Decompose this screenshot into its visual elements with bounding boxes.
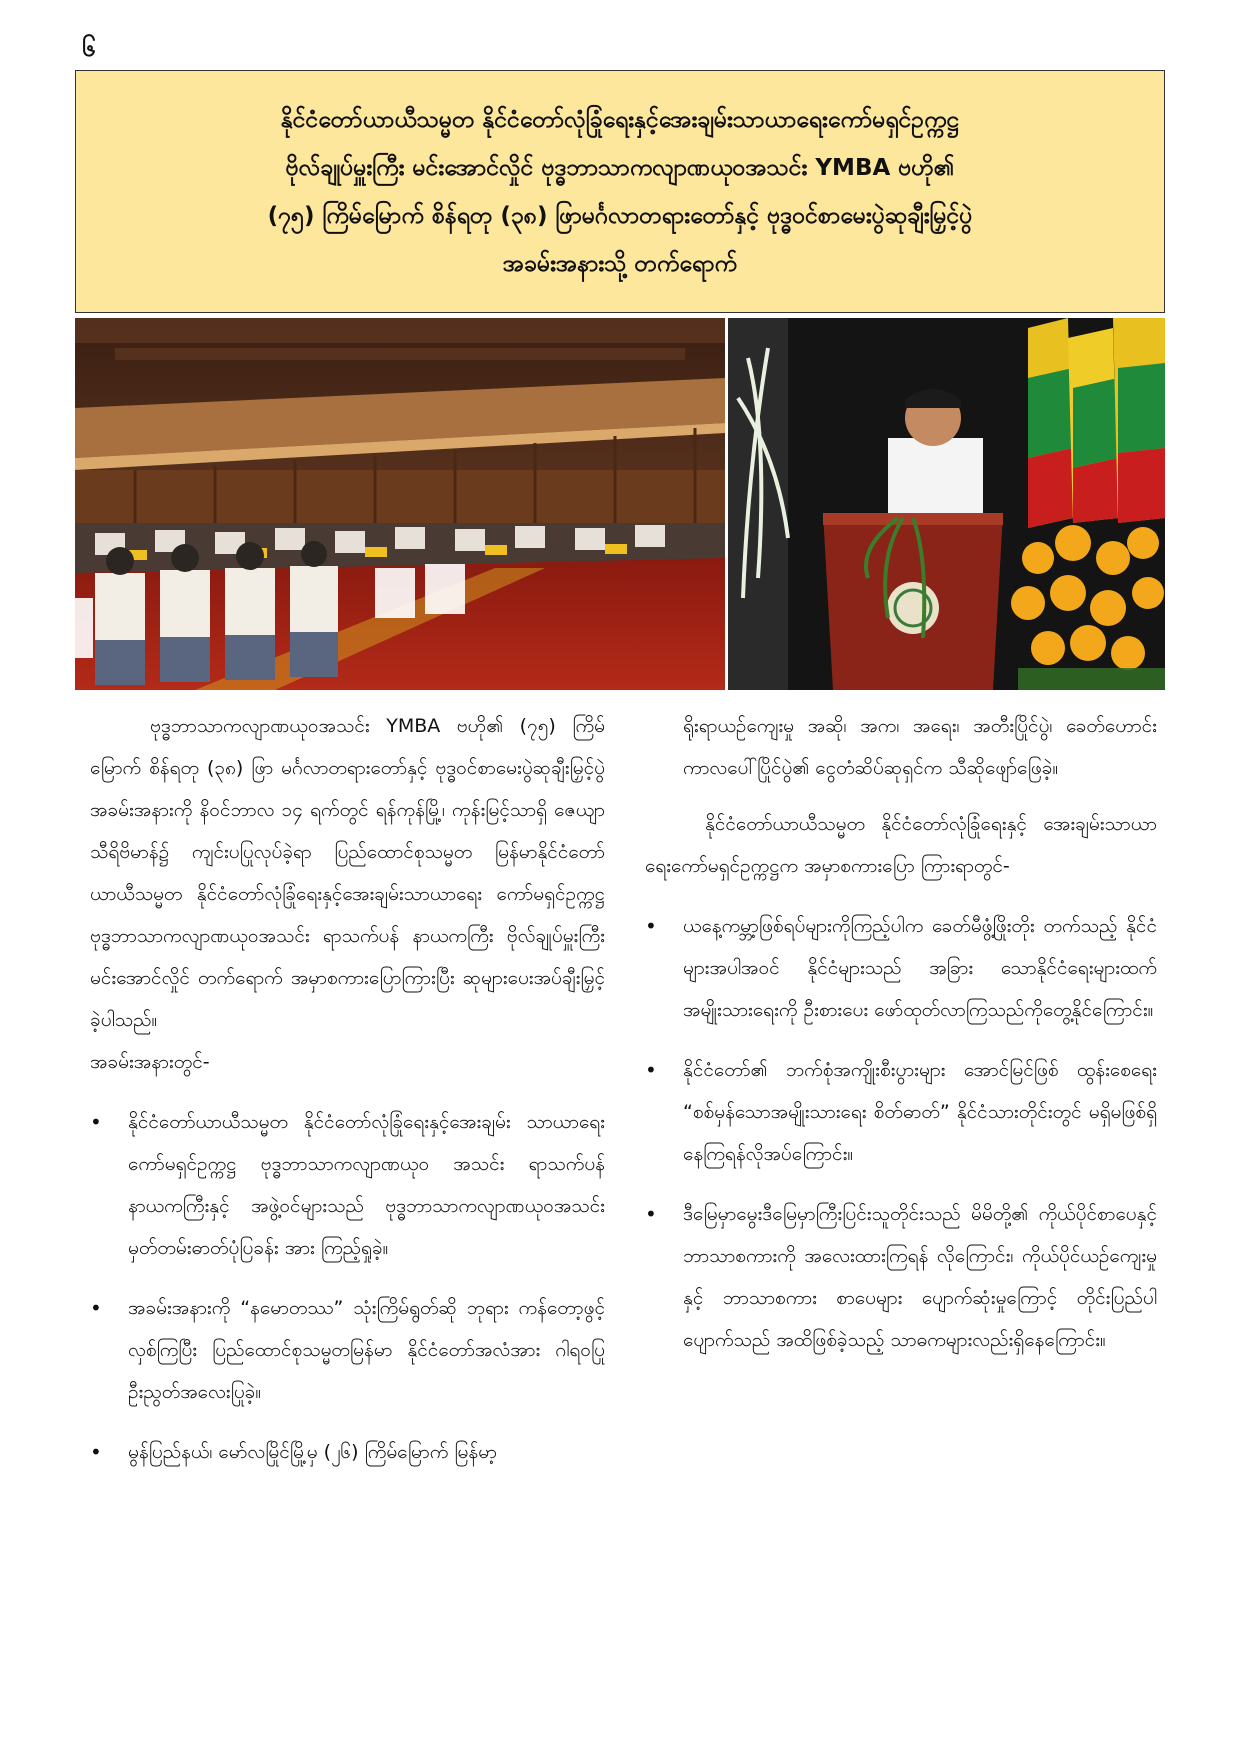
list-item <box>645 1193 1157 1361</box>
list-item <box>90 1287 605 1413</box>
right-column <box>645 705 1157 1361</box>
photo-speaker-podium <box>728 318 1165 690</box>
headline-line-3: (၇၅) ကြိမ်မြောက် စိန်ရတု (၃၈) ဖြာမင်္ဂလာတရားတော်နှင့် ဗုဒ္ဓဝင်စာမေးပွဲဆုချီးမြှင့်ပွဲ <box>267 202 973 229</box>
right-intro-paragraph: နိုင်ငံတော်ယာယီသမ္မတ နိုင်ငံတော်လုံခြုံရေးနှင့် အေးချမ်းသာယာရေးကော်မရှင်ဥက္ကဋ္ဌက အမှာစကားပြော ကြားရာတွင်- <box>645 813 1157 877</box>
list-item <box>90 1431 605 1473</box>
bullet-icon: • <box>645 1202 657 1226</box>
left-column <box>90 705 605 1473</box>
bullet-icon: • <box>90 1440 102 1464</box>
headline-line-2: ဗိုလ်ချုပ်မှူးကြီး မင်းအောင်လှိုင် ဗုဒ္ဓဘာသာကလျာဏယုဝအသင်း YMBA ဗဟို၏ <box>285 154 955 181</box>
bullet-icon: • <box>645 1058 657 1082</box>
bullet-text: အခမ်းအနားကို “နမောတဿ” သုံးကြိမ်ရွတ်ဆို ဘုရား ကန်တော့ဖွင့်လှစ်ကြပြီး ပြည်ထောင်စုသမ္မတမြန်မာ နိုင်ငံတော်အလံအား ဂါရဝပြုဦးညွတ်အလေးပြုခဲ့။ <box>128 1297 605 1403</box>
headline-line-1: နိုင်ငံတော်ယာယီသမ္မတ နိုင်ငံတော်လုံခြုံရေးနှင့်အေးချမ်းသာယာရေးကော်မရှင်ဥက္ကဋ္ဌ <box>280 106 960 133</box>
bullet-icon: • <box>645 914 657 938</box>
right-bullet-list <box>645 905 1157 1361</box>
bullet-text: ဒီမြေမှာမွေးဒီမြေမှာကြီးပြင်းသူတိုင်းသည် မိမိတို့၏ ကိုယ်ပိုင်စာပေနှင့်ဘာသာစကားကို အလေးထားကြရန် လိုကြောင်း၊ ကိုယ်ပိုင်ယဉ်ကျေးမှုနှင့် ဘာသာစကား စာပေများ ပျောက်ဆုံးမှုကြောင့် တိုင်းပြည်ပါပျောက်သည် အထိဖြစ်ခဲ့သည့် သာဓကများလည်းရှိနေကြောင်း။ <box>683 1203 1157 1351</box>
headline-line-4: အခမ်းအနားသို့ တက်ရောက် <box>502 250 738 277</box>
right-continuation-paragraph: ရိုးရာယဉ်ကျေးမှု အဆို၊ အက၊ အရေး၊ အတီးပြိုင်ပွဲ၊ ခေတ်ဟောင်းကာလပေါ်ပြိုင်ပွဲ၏ ငွေတံဆိပ်ဆုရှင်က သီဆိုဖျော်ဖြေခဲ့။ <box>683 715 1157 779</box>
list-item <box>90 1101 605 1269</box>
bullet-icon: • <box>90 1110 102 1134</box>
left-intro-paragraph: ဗုဒ္ဓဘာသာကလျာဏယုဝအသင်း YMBA ဗဟို၏ (၇၅) ကြိမ်မြောက် စိန်ရတု (၃၈) ဖြာ မင်္ဂလာတရားတော်နှင့် ဗုဒ္ဓဝင်စာမေးပွဲဆုချီးမြှင့်ပွဲအခမ်းအနားကို နိဝင်ဘာလ ၁၄ ရက်တွင် ရန်ကုန်မြို့၊ ကုန်းမြင့်သာရှိ ဇေယျာသီရိဗိမာန်၌ ကျင်းပပြုလုပ်ခဲ့ရာ ပြည်ထောင်စုသမ္မတ မြန်မာနိုင်ငံတော် ယာယီသမ္မတ နိုင်ငံတော်လုံခြုံရေးနှင့်အေးချမ်းသာယာရေး ကော်မရှင်ဥက္ကဋ္ဌ ဗုဒ္ဓဘာသာကလျာဏယုဝအသင်း ရာသက်ပန် နာယကကြီး ဗိုလ်ချုပ်မှူးကြီး မင်းအောင်လှိုင် တက်ရောက် အမှာစကားပြောကြားပြီး ဆုများပေးအပ်ချီးမြှင့်ခဲ့ပါသည်။ <box>90 715 605 1031</box>
list-item <box>645 1049 1157 1175</box>
list-item <box>645 905 1157 1031</box>
left-bullet-list <box>90 1101 605 1473</box>
photo-auditorium-audience <box>75 318 725 690</box>
bullet-text: နိုင်ငံတော်ယာယီသမ္မတ နိုင်ငံတော်လုံခြုံရေးနှင့်အေးချမ်း သာယာရေးကော်မရှင်ဥက္ကဋ္ဌ ဗုဒ္ဓဘာသာကလျာဏယုဝ အသင်း ရာသက်ပန်နာယကကြီးနှင့် အဖွဲ့ဝင်များသည် ဗုဒ္ဓဘာသာကလျာဏယုဝအသင်း မှတ်တမ်းဓာတ်ပုံပြခန်း အား ကြည့်ရှုခဲ့။ <box>128 1111 605 1259</box>
page-number: ၆ <box>82 34 96 62</box>
bullet-text: နိုင်ငံတော်၏ ဘက်စုံအကျိုးစီးပွားများ အောင်မြင်ဖြစ် ထွန်းစေရေး “စစ်မှန်သောအမျိုးသားရေး စိတ်ဓာတ်” နိုင်ငံသားတိုင်းတွင် မရှိမဖြစ်ရှိနေကြရန်လိုအပ်ကြောင်း။ <box>683 1059 1157 1165</box>
left-sub-heading: အခမ်းအနားတွင်- <box>90 1051 210 1073</box>
headline-box <box>75 70 1165 313</box>
bullet-text: မွန်ပြည်နယ်၊ မော်လမြိုင်မြို့မှ (၂၆) ကြိမ်မြောက် မြန်မာ့ <box>128 1441 497 1463</box>
bullet-text: ယနေ့ကမ္ဘာ့ဖြစ်ရပ်များကိုကြည့်ပါက ခေတ်မီဖွံ့ဖြိုးတိုး တက်သည့် နိုင်ငံများအပါအဝင် နိုင်ငံများသည် အခြား သောနိုင်ငံရေးများထက် အမျိုးသားရေးကို ဦးစားပေး ဖော်ထုတ်လာကြသည်ကိုတွေ့နိုင်ကြောင်း။ <box>683 915 1157 1021</box>
bullet-icon: • <box>90 1296 102 1320</box>
